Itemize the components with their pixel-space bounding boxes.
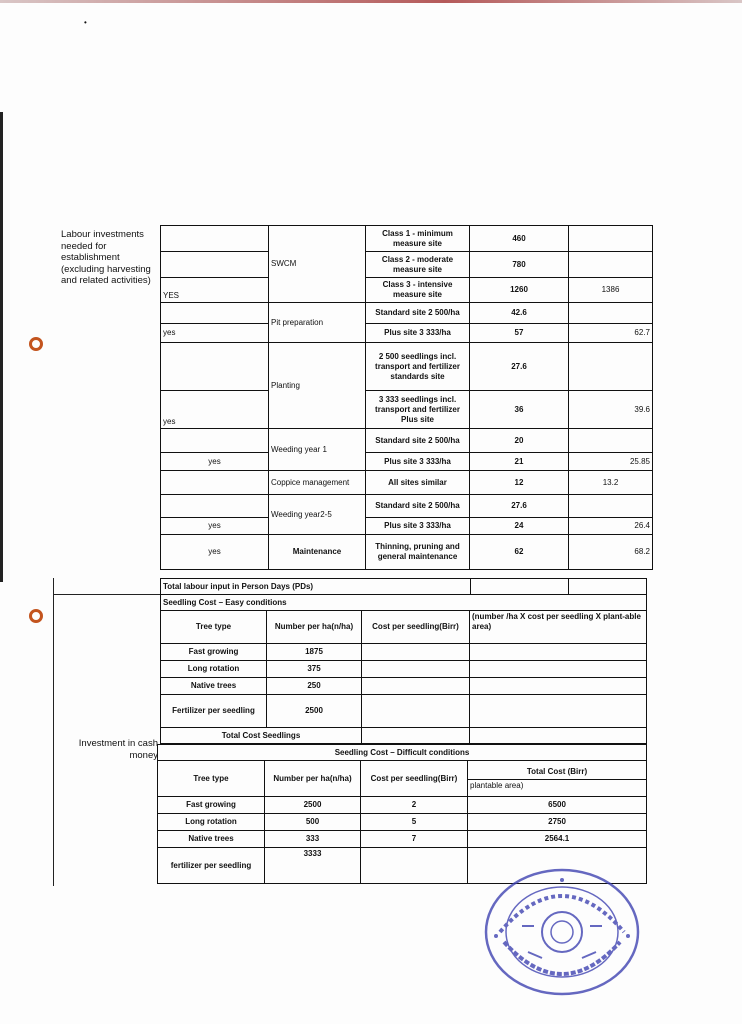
easy-table [160, 610, 647, 744]
activity-cell: SWCM [269, 226, 366, 303]
tree-type-cell: Fast growing [161, 644, 267, 661]
table-row [161, 471, 653, 495]
speck: • [84, 18, 87, 27]
tree-type-cell: Long rotation [158, 814, 265, 831]
table-row [158, 814, 647, 831]
extra-cell: 25.85 [569, 453, 653, 471]
activity-cell: Planting [269, 343, 366, 429]
extra-cell: 1386 [569, 278, 653, 303]
condition-cell: All sites similar [366, 471, 470, 495]
condition-cell: Standard site 2 500/ha [366, 303, 470, 324]
number-cell: 500 [265, 814, 361, 831]
cost-cell [362, 678, 470, 695]
value-cell: 36 [470, 391, 569, 429]
table-row [158, 745, 647, 761]
cost-cell: 7 [361, 831, 468, 848]
extra-cell [569, 226, 653, 252]
cash-side-label: Investment in cash money [78, 738, 158, 761]
flag-cell [161, 343, 269, 391]
condition-cell: Class 1 - minimum measure site [366, 226, 470, 252]
flag-cell [161, 226, 269, 252]
extra-cell [569, 495, 653, 518]
value-cell: 27.6 [470, 495, 569, 518]
activity-cell: Weeding year 1 [269, 429, 366, 471]
header-cell: (number /ha X cost per seedling X plant-able area) [470, 611, 647, 644]
table-row [161, 595, 647, 611]
tree-type-cell: Native trees [158, 831, 265, 848]
cost-cell: 5 [361, 814, 468, 831]
cost-cell [362, 644, 470, 661]
table-row [158, 797, 647, 814]
table-row [161, 518, 653, 535]
table-row [161, 278, 653, 303]
margin-bracket-line [53, 594, 160, 595]
number-cell: 2500 [265, 797, 361, 814]
total-seedlings-cost [362, 728, 470, 744]
total-labour-label: Total labour input in Person Days (PDs) [161, 579, 471, 595]
activity-cell: Pit preparation [269, 303, 366, 343]
table-row [161, 579, 647, 595]
table-row [161, 324, 653, 343]
header-cell: Cost per seedling(Birr) [362, 611, 470, 644]
flag-cell: YES [161, 278, 269, 303]
value-cell: 57 [470, 324, 569, 343]
condition-cell: Plus site 3 333/ha [366, 324, 470, 343]
value-cell: 780 [470, 252, 569, 278]
table-row [161, 429, 653, 453]
activity-cell: Weeding year2-5 [269, 495, 366, 535]
tree-type-cell: fertilizer per seedling [158, 848, 265, 884]
condition-cell: Plus site 3 333/ha [366, 453, 470, 471]
value-cell: 42.6 [470, 303, 569, 324]
total-labour-extra [569, 579, 647, 595]
header-cell: Number per ha(n/ha) [267, 611, 362, 644]
cost-cell [362, 661, 470, 678]
flag-cell [161, 303, 269, 324]
flag-cell: yes [161, 453, 269, 471]
punch-hole-bottom [29, 609, 43, 623]
value-cell: 27.6 [470, 343, 569, 391]
extra-cell [569, 429, 653, 453]
table-row [161, 226, 653, 252]
tree-type-cell: Fertilizer per seedling [161, 695, 267, 728]
difficult-section-title: Seedling Cost – Difficult conditions [158, 745, 647, 761]
number-cell: 3333 [265, 848, 361, 884]
flag-cell: yes [161, 535, 269, 570]
condition-cell: Class 2 - moderate measure site [366, 252, 470, 278]
condition-cell: Plus site 3 333/ha [366, 518, 470, 535]
number-cell: 250 [267, 678, 362, 695]
table-row [161, 678, 647, 695]
table-row [161, 252, 653, 278]
header-cell: Cost per seedling(Birr) [361, 761, 468, 797]
extra-cell: 26.4 [569, 518, 653, 535]
labour-side-label: Labour investments needed for establishment (excluding harvesting and related activities) [61, 229, 151, 286]
table-row [158, 761, 647, 797]
official-stamp [482, 866, 642, 996]
value-cell: 20 [470, 429, 569, 453]
page-left-edge [0, 112, 3, 582]
activity-cell: Coppice management [269, 471, 366, 495]
condition-cell: Class 3 - intensive measure site [366, 278, 470, 303]
tree-type-cell: Long rotation [161, 661, 267, 678]
condition-cell: Thinning, pruning and general maintenance [366, 535, 470, 570]
extra-cell [569, 252, 653, 278]
total-cell [470, 678, 647, 695]
header-cell: Tree type [161, 611, 267, 644]
table-row [161, 535, 653, 570]
total-cost-header: Total Cost (Birr) [468, 765, 646, 780]
extra-cell: 39.6 [569, 391, 653, 429]
flag-cell [161, 495, 269, 518]
punch-hole-top [29, 337, 43, 351]
difficult-table [157, 744, 647, 884]
total-cell: 2750 [468, 814, 647, 831]
condition-cell: Standard site 2 500/ha [366, 495, 470, 518]
number-cell: 375 [267, 661, 362, 678]
total-seedlings-label: Total Cost Seedlings [161, 728, 362, 744]
value-cell: 1260 [470, 278, 569, 303]
total-cell: 2564.1 [468, 831, 647, 848]
value-cell: 21 [470, 453, 569, 471]
flag-cell: yes [161, 518, 269, 535]
tree-type-cell: Native trees [161, 678, 267, 695]
number-cell: 2500 [267, 695, 362, 728]
header-cell: Tree type [158, 761, 265, 797]
table-row [161, 728, 647, 744]
labour-table [160, 225, 653, 570]
cost-cell: 2 [361, 797, 468, 814]
extra-cell [569, 303, 653, 324]
value-cell: 24 [470, 518, 569, 535]
cost-cell [361, 848, 468, 884]
tree-type-cell: Fast growing [158, 797, 265, 814]
table-row [161, 661, 647, 678]
total-labour-value [471, 579, 569, 595]
flag-cell: yes [161, 324, 269, 343]
condition-cell: 3 333 seedlings incl. transport and fertilizer Plus site [366, 391, 470, 429]
extra-cell [569, 343, 653, 391]
table-row [158, 831, 647, 848]
table-row [161, 343, 653, 391]
flag-cell: yes [161, 391, 269, 429]
total-cell [470, 644, 647, 661]
total-cell [470, 695, 647, 728]
margin-line [53, 578, 54, 886]
condition-cell: 2 500 seedlings incl. transport and fertilizer standards site [366, 343, 470, 391]
value-cell: 62 [470, 535, 569, 570]
value-cell: 460 [470, 226, 569, 252]
table-row [161, 644, 647, 661]
total-cell [470, 661, 647, 678]
table-row [161, 453, 653, 471]
activity-cell: Maintenance [269, 535, 366, 570]
header-cell [468, 761, 647, 797]
total-labour-table [160, 578, 647, 611]
table-row [161, 695, 647, 728]
easy-section-title: Seedling Cost – Easy conditions [161, 595, 647, 611]
table-row [161, 611, 647, 644]
number-cell: 1875 [267, 644, 362, 661]
value-cell: 12 [470, 471, 569, 495]
table-row [161, 303, 653, 324]
total-cell: 6500 [468, 797, 647, 814]
header-cell: Number per ha(n/ha) [265, 761, 361, 797]
plantable-area-note: plantable area) [470, 781, 524, 790]
table-row [161, 391, 653, 429]
extra-cell: 62.7 [569, 324, 653, 343]
extra-cell: 13.2 [569, 471, 653, 495]
total-seedlings-value [470, 728, 647, 744]
cost-cell [362, 695, 470, 728]
flag-cell [161, 252, 269, 278]
flag-cell [161, 471, 269, 495]
page-top-edge [0, 0, 742, 3]
number-cell: 333 [265, 831, 361, 848]
extra-cell: 68.2 [569, 535, 653, 570]
table-row [161, 495, 653, 518]
flag-cell [161, 429, 269, 453]
condition-cell: Standard site 2 500/ha [366, 429, 470, 453]
